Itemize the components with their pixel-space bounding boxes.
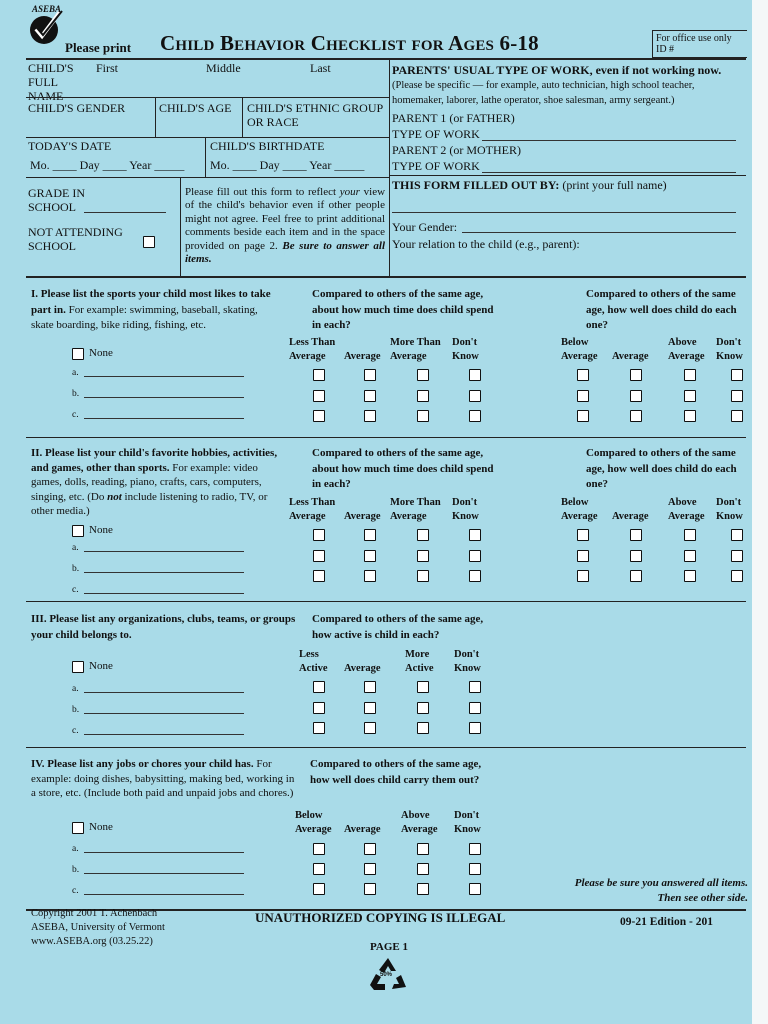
text: I. Please list the sports your child most likes to take part in.: [31, 288, 271, 316]
rule: [26, 437, 746, 438]
section4-well-row-b-opt-2[interactable]: [417, 863, 429, 875]
section3-none-label: None: [89, 660, 113, 672]
section4-well-col-2-top: Above: [401, 810, 430, 821]
section1-time-col-2-top: More Than: [390, 337, 441, 348]
section1-well-row-a-opt-1[interactable]: [630, 369, 642, 381]
section3-active-row-b-opt-1[interactable]: [364, 702, 376, 714]
section4-none-label: None: [89, 821, 113, 833]
section2-well-row-c-opt-2[interactable]: [684, 570, 696, 582]
section2-time-col-0-bottom: Average: [289, 511, 326, 522]
section1-well-row-c-opt-1[interactable]: [630, 410, 642, 422]
parents-work-note: (Please be specific — for example, auto technician, high school teacher, homemaker, laborer, lathe operator, shoe salesman, army sergeant.): [392, 80, 695, 106]
section4-item-label-0: a.: [72, 844, 79, 854]
section3-active-question: Compared to others of the same age, how active is child in each?: [312, 613, 484, 641]
section3-item-label-2: c.: [72, 726, 79, 736]
section2-well-row-c-opt-1[interactable]: [630, 570, 642, 582]
section2-well-row-c-opt-0[interactable]: [577, 570, 589, 582]
text: II. Please list your child's favorite hobbies, activities, and games, other than sports.: [31, 447, 278, 474]
text: your: [339, 186, 360, 198]
section4-well-row-b-opt-1[interactable]: [364, 863, 376, 875]
section4-item-label-1: b.: [72, 865, 80, 875]
rule: [155, 97, 156, 137]
section2-well-row-c-opt-3[interactable]: [731, 570, 743, 582]
text: Copyright 2001 T. Achenbach: [31, 908, 158, 919]
section1-well-row-a-opt-0[interactable]: [577, 369, 589, 381]
filled-by-field[interactable]: [392, 212, 736, 213]
section1-well-row-a-opt-2[interactable]: [684, 369, 696, 381]
section1-time-col-1-bottom: Average: [344, 351, 381, 362]
section2-time-col-2-top: More Than: [390, 497, 441, 508]
section3-active-row-c-opt-0[interactable]: [313, 722, 325, 734]
section4-well-row-a-opt-0[interactable]: [313, 843, 325, 855]
section3-active-col-0-bottom: Active: [299, 663, 328, 674]
page-edge: [752, 0, 768, 1024]
birthdate-field[interactable]: Mo. ____ Day ____ Year _____: [210, 158, 365, 172]
section4-item-2-field[interactable]: [84, 894, 244, 895]
office-use-box: [652, 30, 747, 58]
section3-active-row-b-opt-3[interactable]: [469, 702, 481, 714]
section4-item-1-field[interactable]: [84, 873, 244, 874]
section3-active-col-2-top: More: [405, 649, 430, 660]
section2-well-col-3-bottom: Know: [716, 511, 743, 522]
parent2-work-field[interactable]: [482, 172, 736, 173]
reminder-text: Please be sure you answered all items. Then see other side.: [574, 877, 748, 904]
text: include listening to radio, TV, or other media.): [31, 490, 268, 517]
section3-active-row-a-opt-1[interactable]: [364, 681, 376, 693]
section4-well-row-a-opt-3[interactable]: [469, 843, 481, 855]
section2-well-col-0-top: Below: [561, 497, 589, 508]
section4-well-col-0-bottom: Average: [295, 824, 332, 835]
section1-well-row-c-opt-2[interactable]: [684, 410, 696, 422]
section1-time-row-b-opt-1[interactable]: [364, 390, 376, 402]
section3-item-label-0: a.: [72, 684, 79, 694]
section2-well-row-b-opt-2[interactable]: [684, 550, 696, 562]
parent1-work-field[interactable]: [482, 140, 736, 141]
section4-well-row-c-opt-2[interactable]: [417, 883, 429, 895]
middle-name-label: Middle: [206, 61, 241, 75]
section1-time-col-0-bottom: Average: [289, 351, 326, 362]
text: THIS FORM FILLED OUT BY:: [392, 178, 560, 192]
section4-well-row-c-opt-0[interactable]: [313, 883, 325, 895]
section1-item-2-field[interactable]: [84, 418, 244, 419]
rule: [242, 97, 243, 137]
section1-time-row-a-opt-1[interactable]: [364, 369, 376, 381]
section2-time-row-b-opt-0[interactable]: [313, 550, 325, 562]
section2-time-row-a-opt-2[interactable]: [417, 529, 429, 541]
parent2-label: PARENT 2 (or MOTHER): [392, 143, 522, 157]
section3-active-row-c-opt-2[interactable]: [417, 722, 429, 734]
section4-well-col-3-top: Don't: [454, 810, 480, 821]
section2-time-row-c-opt-1[interactable]: [364, 570, 376, 582]
section1-well-row-a-opt-3[interactable]: [731, 369, 743, 381]
rule: [26, 747, 746, 748]
section3-title: III. Please list any organizations, clubs, teams, or groups your child belongs to.: [31, 613, 296, 641]
text: view of the child's behavior even if other people might not agree. Feel free to print additional comments beside each item and in the space provided on page 2.: [185, 186, 386, 252]
section1-well-row-c-opt-0[interactable]: [577, 410, 589, 422]
section1-well-col-3-bottom: Know: [716, 351, 743, 362]
section2-title: [31, 446, 286, 519]
section3-active-col-3-bottom: Know: [454, 663, 481, 674]
copying-warning: UNAUTHORIZED COPYING IS ILLEGAL: [255, 910, 506, 925]
todays-date-label: TODAY'S DATE: [28, 139, 112, 153]
section4-well-col-3-bottom: Know: [454, 824, 481, 835]
section2-well-row-a-opt-1[interactable]: [630, 529, 642, 541]
section2-well-question: Compared to others of the same age, how well does child do each one?: [586, 447, 737, 490]
section3-active-row-b-opt-0[interactable]: [313, 702, 325, 714]
filled-by-line: [392, 178, 667, 192]
child-name-field[interactable]: [76, 62, 382, 94]
section1-well-row-c-opt-3[interactable]: [731, 410, 743, 422]
section2-time-col-2-bottom: Average: [390, 511, 427, 522]
section2-item-2-field[interactable]: [84, 593, 244, 594]
identity-divider: [389, 58, 390, 276]
text: (print your full name): [562, 178, 667, 192]
age-label: CHILD'S AGE: [159, 101, 232, 115]
section4-well-col-1-bottom: Average: [344, 824, 381, 835]
section1-time-row-c-opt-2[interactable]: [417, 410, 429, 422]
child-name-label: CHILD'S FULL NAME: [28, 61, 74, 103]
section3-active-row-a-opt-2[interactable]: [417, 681, 429, 693]
section1-item-0-field[interactable]: [84, 376, 244, 377]
id-label: ID #: [656, 44, 675, 55]
text: For example: swimming, baseball, skating, skate boarding, bike riding, fishing, etc.: [31, 303, 258, 331]
section2-well-row-a-opt-2[interactable]: [684, 529, 696, 541]
section1-well-col-2-bottom: Average: [668, 351, 705, 362]
text: Be sure to answer all items.: [185, 239, 385, 266]
recycle-icon: [366, 955, 410, 995]
logo-text: ASEBA: [32, 4, 62, 14]
page-number: PAGE 1: [370, 941, 408, 953]
text: ASEBA, University of Vermont: [31, 922, 165, 933]
first-name-label: First: [96, 61, 119, 75]
text: IV. Please list any jobs or chores your child has.: [31, 758, 254, 770]
section2-time-col-0-top: Less Than: [289, 497, 336, 508]
parents-work-title: PARENTS' USUAL TYPE OF WORK, even if not working now.: [392, 63, 722, 77]
section1-well-row-b-opt-2[interactable]: [684, 390, 696, 402]
text: not: [107, 490, 122, 503]
grade-field[interactable]: [84, 212, 166, 213]
your-gender-label: Your Gender:: [392, 220, 458, 234]
section2-well-row-a-opt-3[interactable]: [731, 529, 743, 541]
section1-time-row-b-opt-3[interactable]: [469, 390, 481, 402]
section1-time-col-3-bottom: Know: [452, 351, 479, 362]
section4-well-row-a-opt-2[interactable]: [417, 843, 429, 855]
parent1-label: PARENT 1 (or FATHER): [392, 111, 515, 125]
section1-time-row-b-opt-2[interactable]: [417, 390, 429, 402]
section2-time-row-c-opt-2[interactable]: [417, 570, 429, 582]
section2-well-row-a-opt-0[interactable]: [577, 529, 589, 541]
section2-time-col-1-bottom: Average: [344, 511, 381, 522]
section4-well-col-2-bottom: Average: [401, 824, 438, 835]
section2-well-row-b-opt-0[interactable]: [577, 550, 589, 562]
copyright-block: [31, 907, 165, 949]
not-attending-label: NOT ATTENDING SCHOOL: [28, 225, 123, 253]
section3-item-2-field[interactable]: [84, 734, 244, 735]
section4-title: [31, 757, 296, 801]
section2-time-col-3-top: Don't: [452, 497, 478, 508]
section3-active-row-c-opt-1[interactable]: [364, 722, 376, 734]
rule: [26, 601, 746, 602]
last-name-label: Last: [310, 61, 331, 75]
section4-well-row-b-opt-3[interactable]: [469, 863, 481, 875]
section1-time-question: Compared to others of the same age, about how much time does child spend in each?: [312, 288, 494, 331]
section1-none-label: None: [89, 347, 113, 359]
your-relation-label: Your relation to the child (e.g., parent):: [392, 237, 580, 251]
top-rule: [26, 58, 746, 60]
section1-time-row-a-opt-0[interactable]: [313, 369, 325, 381]
your-gender-field[interactable]: [462, 232, 736, 233]
rule: [26, 137, 389, 138]
section4-well-question: Compared to others of the same age, how well does child carry them out?: [310, 758, 482, 786]
section3-active-col-3-top: Don't: [454, 649, 480, 660]
section1-well-row-b-opt-1[interactable]: [630, 390, 642, 402]
section1-item-label-2: c.: [72, 410, 79, 420]
section1-time-row-c-opt-3[interactable]: [469, 410, 481, 422]
section2-well-row-b-opt-1[interactable]: [630, 550, 642, 562]
section1-well-col-0-top: Below: [561, 337, 589, 348]
section2-well-col-2-bottom: Average: [668, 511, 705, 522]
section1-well-question: Compared to others of the same age, how well does child do each one?: [586, 288, 737, 331]
section2-time-col-3-bottom: Know: [452, 511, 479, 522]
section3-item-label-1: b.: [72, 705, 80, 715]
section4-well-row-c-opt-3[interactable]: [469, 883, 481, 895]
grade-label: GRADE IN SCHOOL: [28, 186, 85, 214]
text: 50%: [380, 972, 393, 978]
gender-label: CHILD'S GENDER: [28, 101, 126, 115]
section2-well-row-b-opt-3[interactable]: [731, 550, 743, 562]
section1-well-col-2-top: Above: [668, 337, 697, 348]
section3-active-col-2-bottom: Active: [405, 663, 434, 674]
not-attending-checkbox[interactable]: [143, 236, 155, 248]
section2-item-label-1: b.: [72, 564, 80, 574]
section4-none-checkbox[interactable]: [72, 822, 84, 834]
section4-well-row-b-opt-0[interactable]: [313, 863, 325, 875]
section4-well-row-a-opt-1[interactable]: [364, 843, 376, 855]
section2-none-checkbox[interactable]: [72, 525, 84, 537]
section1-time-row-b-opt-0[interactable]: [313, 390, 325, 402]
parent1-work-label: TYPE OF WORK: [392, 127, 480, 141]
section1-item-label-1: b.: [72, 389, 80, 399]
office-use-label: For office use only: [656, 33, 732, 44]
section1-item-1-field[interactable]: [84, 397, 244, 398]
section1-well-col-0-bottom: Average: [561, 351, 598, 362]
section1-time-col-3-top: Don't: [452, 337, 478, 348]
section1-well-row-b-opt-0[interactable]: [577, 390, 589, 402]
section2-time-row-b-opt-1[interactable]: [364, 550, 376, 562]
birthdate-label: CHILD'S BIRTHDATE: [210, 139, 325, 153]
todays-date-field[interactable]: Mo. ____ Day ____ Year _____: [30, 158, 185, 172]
ethnic-label: CHILD'S ETHNIC GROUP OR RACE: [247, 101, 383, 129]
section2-well-col-2-top: Above: [668, 497, 697, 508]
text: For example: video games, dolls, reading, piano, crafts, cars, computers, singing, etc. (Do: [31, 461, 262, 503]
section2-time-row-c-opt-3[interactable]: [469, 570, 481, 582]
section3-active-col-1-bottom: Average: [344, 663, 381, 674]
section1-well-col-3-top: Don't: [716, 337, 742, 348]
section2-item-0-field[interactable]: [84, 551, 244, 552]
section2-time-question: Compared to others of the same age, about how much time does child spend in each?: [312, 447, 494, 490]
section3-item-1-field[interactable]: [84, 713, 244, 714]
section1-well-row-b-opt-3[interactable]: [731, 390, 743, 402]
section4-item-label-2: c.: [72, 886, 79, 896]
section2-time-row-c-opt-0[interactable]: [313, 570, 325, 582]
section3-item-0-field[interactable]: [84, 692, 244, 693]
section1-time-row-c-opt-1[interactable]: [364, 410, 376, 422]
section4-well-row-c-opt-1[interactable]: [364, 883, 376, 895]
section2-well-col-1-bottom: Average: [612, 511, 649, 522]
section4-well-col-0-top: Below: [295, 810, 323, 821]
form-title: Child Behavior Checklist for Ages 6-18: [160, 31, 539, 55]
section2-none-label: None: [89, 524, 113, 536]
section2-item-1-field[interactable]: [84, 572, 244, 573]
section1-well-col-1-bottom: Average: [612, 351, 649, 362]
section2-well-col-0-bottom: Average: [561, 511, 598, 522]
please-print-label: Please print: [65, 40, 132, 55]
section3-active-row-c-opt-3[interactable]: [469, 722, 481, 734]
section1-title: [31, 287, 281, 334]
section1-time-col-0-top: Less Than: [289, 337, 336, 348]
rule: [389, 175, 746, 176]
rule: [26, 97, 389, 98]
section4-item-0-field[interactable]: [84, 852, 244, 853]
edition-label: 09-21 Edition - 201: [620, 916, 713, 928]
section3-none-checkbox[interactable]: [72, 661, 84, 673]
section2-item-label-0: a.: [72, 543, 79, 553]
section2-time-row-a-opt-1[interactable]: [364, 529, 376, 541]
section2-time-row-b-opt-3[interactable]: [469, 550, 481, 562]
section2-well-col-3-top: Don't: [716, 497, 742, 508]
text: For example: doing dishes, babysitting, making bed, working in a store, etc. (Include both paid and unpaid jobs and chores.): [31, 758, 295, 799]
rule: [180, 177, 181, 276]
rule: [205, 137, 206, 177]
section2-item-label-2: c.: [72, 585, 79, 595]
text: www.ASEBA.org (03.25.22): [31, 936, 153, 947]
parent2-work-label: TYPE OF WORK: [392, 159, 480, 173]
section3-active-row-b-opt-2[interactable]: [417, 702, 429, 714]
text: Please fill out this form to reflect: [185, 186, 337, 198]
section3-active-col-0-top: Less: [299, 649, 319, 660]
section1-item-label-0: a.: [72, 368, 79, 378]
section2-time-row-b-opt-2[interactable]: [417, 550, 429, 562]
section2-time-row-a-opt-3[interactable]: [469, 529, 481, 541]
rule: [26, 177, 389, 178]
section1-none-checkbox[interactable]: [72, 348, 84, 360]
section3-active-row-a-opt-0[interactable]: [313, 681, 325, 693]
section1-time-row-c-opt-0[interactable]: [313, 410, 325, 422]
section3-active-row-a-opt-3[interactable]: [469, 681, 481, 693]
section2-time-row-a-opt-0[interactable]: [313, 529, 325, 541]
section1-time-row-a-opt-3[interactable]: [469, 369, 481, 381]
aseba-logo: [26, 6, 66, 46]
rule: [26, 276, 746, 278]
section1-time-row-a-opt-2[interactable]: [417, 369, 429, 381]
section1-time-col-2-bottom: Average: [390, 351, 427, 362]
instructions-text: [185, 186, 385, 266]
